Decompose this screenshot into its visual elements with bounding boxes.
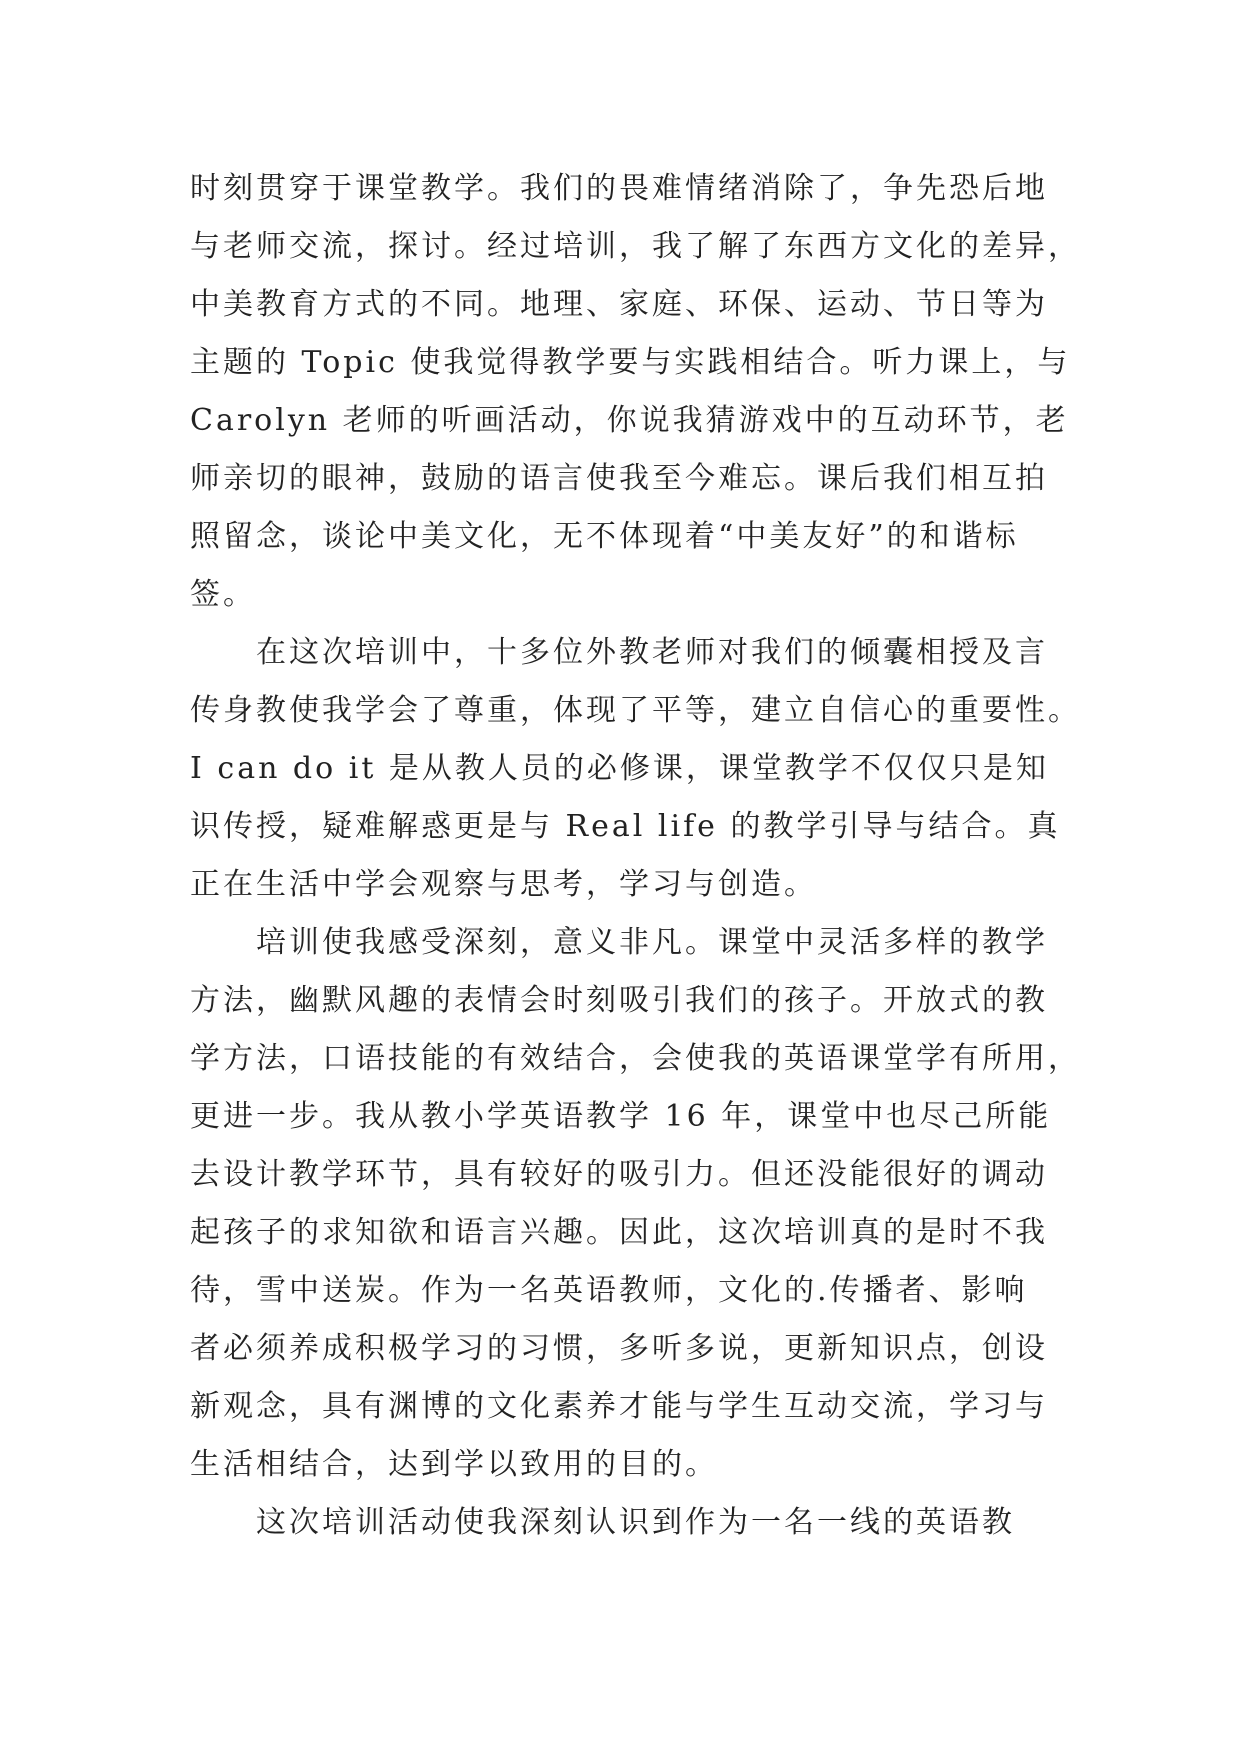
text-line: 新观念，具有渊博的文化素养才能与学生互动交流，学习与 [190, 1389, 1048, 1424]
text-line: 起孩子的求知欲和语言兴趣。因此，这次培训真的是时不我 [190, 1215, 1048, 1250]
text-line: 者必须养成积极学习的习惯，多听多说，更新知识点，创设 [190, 1331, 1048, 1366]
text-line: 去设计教学环节，具有较好的吸引力。但还没能很好的调动 [190, 1157, 1048, 1192]
paragraph-start-line: 培训使我感受深刻，意义非凡。课堂中灵活多样的教学 [256, 925, 1048, 960]
text-line: 照留念，谈论中美文化，无不体现着“中美友好”的和谐标 [190, 519, 1019, 554]
text-line: 时刻贯穿于课堂教学。我们的畏难情绪消除了，争先恐后地 [190, 171, 1048, 206]
text-line: 正在生活中学会观察与思考，学习与创造。 [190, 867, 817, 902]
text-line: 师亲切的眼神，鼓励的语言使我至今难忘。课后我们相互拍 [190, 461, 1048, 496]
paragraph-start-line: 这次培训活动使我深刻认识到作为一名一线的英语教 [256, 1505, 1015, 1540]
text-line: 签。 [190, 577, 256, 612]
text-line: 识传授，疑难解惑更是与 Real life 的教学引导与结合。真 [190, 809, 1061, 844]
text-line: 待，雪中送炭。作为一名英语教师，文化的.传播者、影响 [190, 1273, 1028, 1308]
text-line: 学方法，口语技能的有效结合，会使我的英语课堂学有所用， [190, 1041, 1081, 1076]
text-line: Carolyn 老师的听画活动，你说我猜游戏中的互动环节，老 [190, 403, 1069, 438]
text-line: 生活相结合，达到学以致用的目的。 [190, 1447, 718, 1482]
paragraph-start-line: 在这次培训中，十多位外教老师对我们的倾囊相授及言 [256, 635, 1048, 670]
text-line: 主题的 Topic 使我觉得教学要与实践相结合。听力课上，与 [190, 345, 1071, 380]
text-line: 与老师交流，探讨。经过培训，我了解了东西方文化的差异， [190, 229, 1081, 264]
text-line: 更进一步。我从教小学英语教学 16 年，课堂中也尽己所能 [190, 1099, 1052, 1134]
text-line: I can do it 是从教人员的必修课，课堂教学不仅仅只是知 [190, 751, 1049, 786]
document-body [190, 160, 1081, 1552]
text-line: 中美教育方式的不同。地理、家庭、环保、运动、节日等为 [190, 287, 1048, 322]
text-line: 传身教使我学会了尊重，体现了平等，建立自信心的重要性。 [190, 693, 1081, 728]
text-line: 方法，幽默风趣的表情会时刻吸引我们的孩子。开放式的教 [190, 983, 1048, 1018]
